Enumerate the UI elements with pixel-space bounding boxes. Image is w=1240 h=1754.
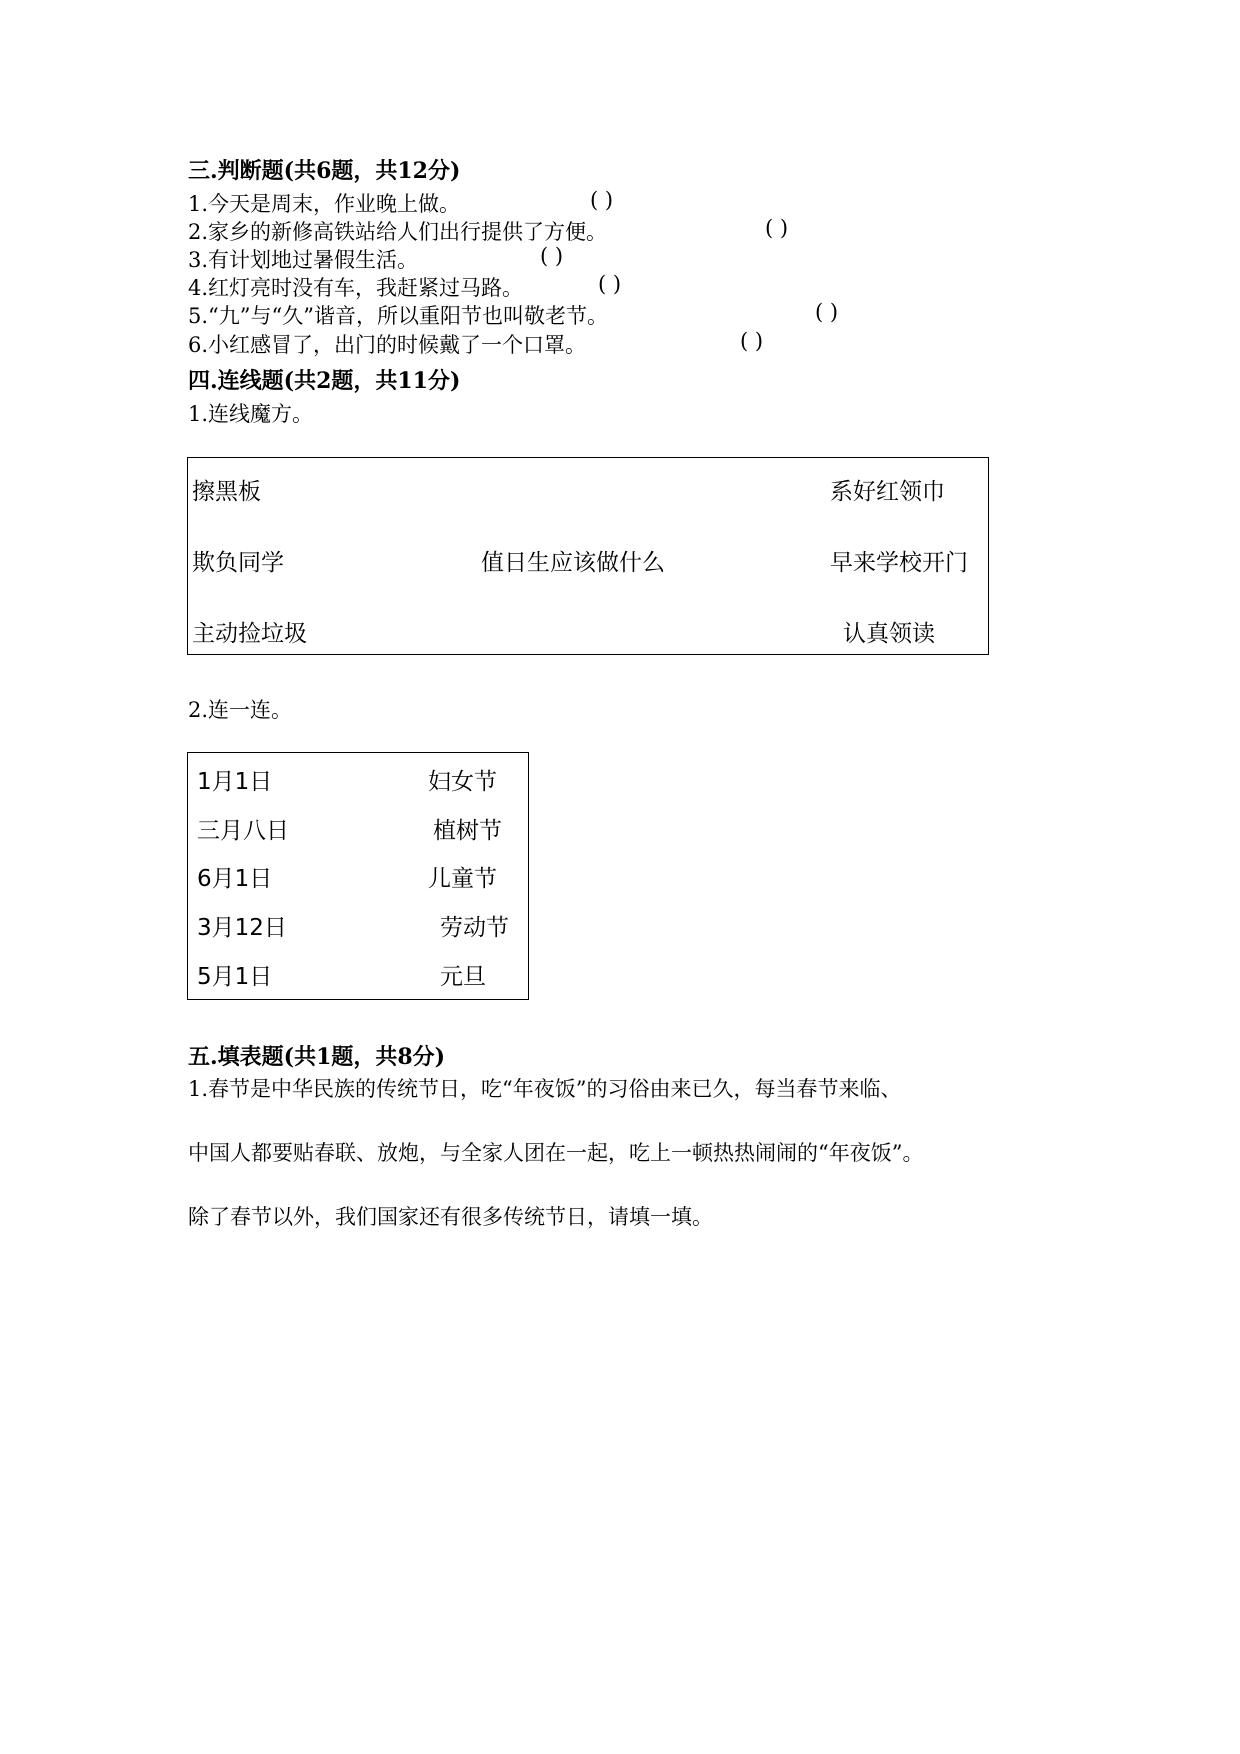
judge-question-3: 3.有计划地过暑假生活。 <box>188 248 419 272</box>
judge-question-1: 1.今天是周末，作业晚上做。 <box>188 192 461 216</box>
festival-item-5[interactable]: 元旦 <box>440 964 486 990</box>
date-item-2[interactable]: 三月八日 <box>197 818 289 844</box>
section-5-heading: 五.填表题(共1题，共8分) <box>188 1044 446 1070</box>
festival-item-1[interactable]: 妇女节 <box>428 769 497 795</box>
date-item-5[interactable]: 5月1日 <box>197 964 273 990</box>
date-item-3[interactable]: 6月1日 <box>197 866 273 892</box>
festival-item-4[interactable]: 劳动节 <box>440 915 509 941</box>
festival-item-3[interactable]: 儿童节 <box>428 866 497 892</box>
judge-answer-paren-4[interactable]: ( ) <box>598 272 622 296</box>
matching-right-item-1[interactable]: 系好红领巾 <box>830 479 945 505</box>
judge-answer-paren-6[interactable]: ( ) <box>740 329 764 353</box>
fill-table-text-line-1: 1.春节是中华民族的传统节日，吃“年夜饭”的习俗由来已久，每当春节来临、 <box>188 1077 902 1101</box>
judge-question-5: 5.“九”与“久”谐音，所以重阳节也叫敬老节。 <box>188 304 608 328</box>
fill-table-text-line-3: 除了春节以外，我们国家还有很多传统节日，请填一填。 <box>188 1205 713 1229</box>
judge-answer-paren-5[interactable]: ( ) <box>815 300 839 324</box>
section-4-heading: 四.连线题(共2题，共11分) <box>188 368 461 394</box>
matching-cube-box <box>187 457 989 655</box>
festival-matching-box <box>187 752 529 1000</box>
matching-right-item-2[interactable]: 早来学校开门 <box>830 550 968 576</box>
judge-question-2: 2.家乡的新修高铁站给人们出行提供了方便。 <box>188 220 608 244</box>
judge-question-6: 6.小红感冒了，出门的时候戴了一个口罩。 <box>188 333 587 357</box>
matching-left-item-2[interactable]: 欺负同学 <box>192 550 284 576</box>
matching-left-item-1[interactable]: 擦黑板 <box>192 479 261 505</box>
fill-table-text-line-2: 中国人都要贴春联、放炮，与全家人团在一起，吃上一顿热热闹闹的“年夜饭”。 <box>188 1141 924 1165</box>
judge-answer-paren-1[interactable]: ( ) <box>590 188 614 212</box>
festival-item-2[interactable]: 植树节 <box>433 818 502 844</box>
matching-q2-prompt: 2.连一连。 <box>188 698 293 722</box>
judge-question-4: 4.红灯亮时没有车，我赶紧过马路。 <box>188 276 524 300</box>
matching-right-item-3[interactable]: 认真领读 <box>843 621 935 647</box>
judge-answer-paren-3[interactable]: ( ) <box>540 244 564 268</box>
date-item-4[interactable]: 3月12日 <box>197 915 287 941</box>
matching-q1-prompt: 1.连线魔方。 <box>188 402 314 426</box>
section-3-heading: 三.判断题(共6题，共12分) <box>188 158 461 184</box>
matching-left-item-3[interactable]: 主动捡垃圾 <box>192 621 307 647</box>
date-item-1[interactable]: 1月1日 <box>197 769 273 795</box>
judge-answer-paren-2[interactable]: ( ) <box>765 216 789 240</box>
matching-center-topic[interactable]: 值日生应该做什么 <box>481 550 665 576</box>
